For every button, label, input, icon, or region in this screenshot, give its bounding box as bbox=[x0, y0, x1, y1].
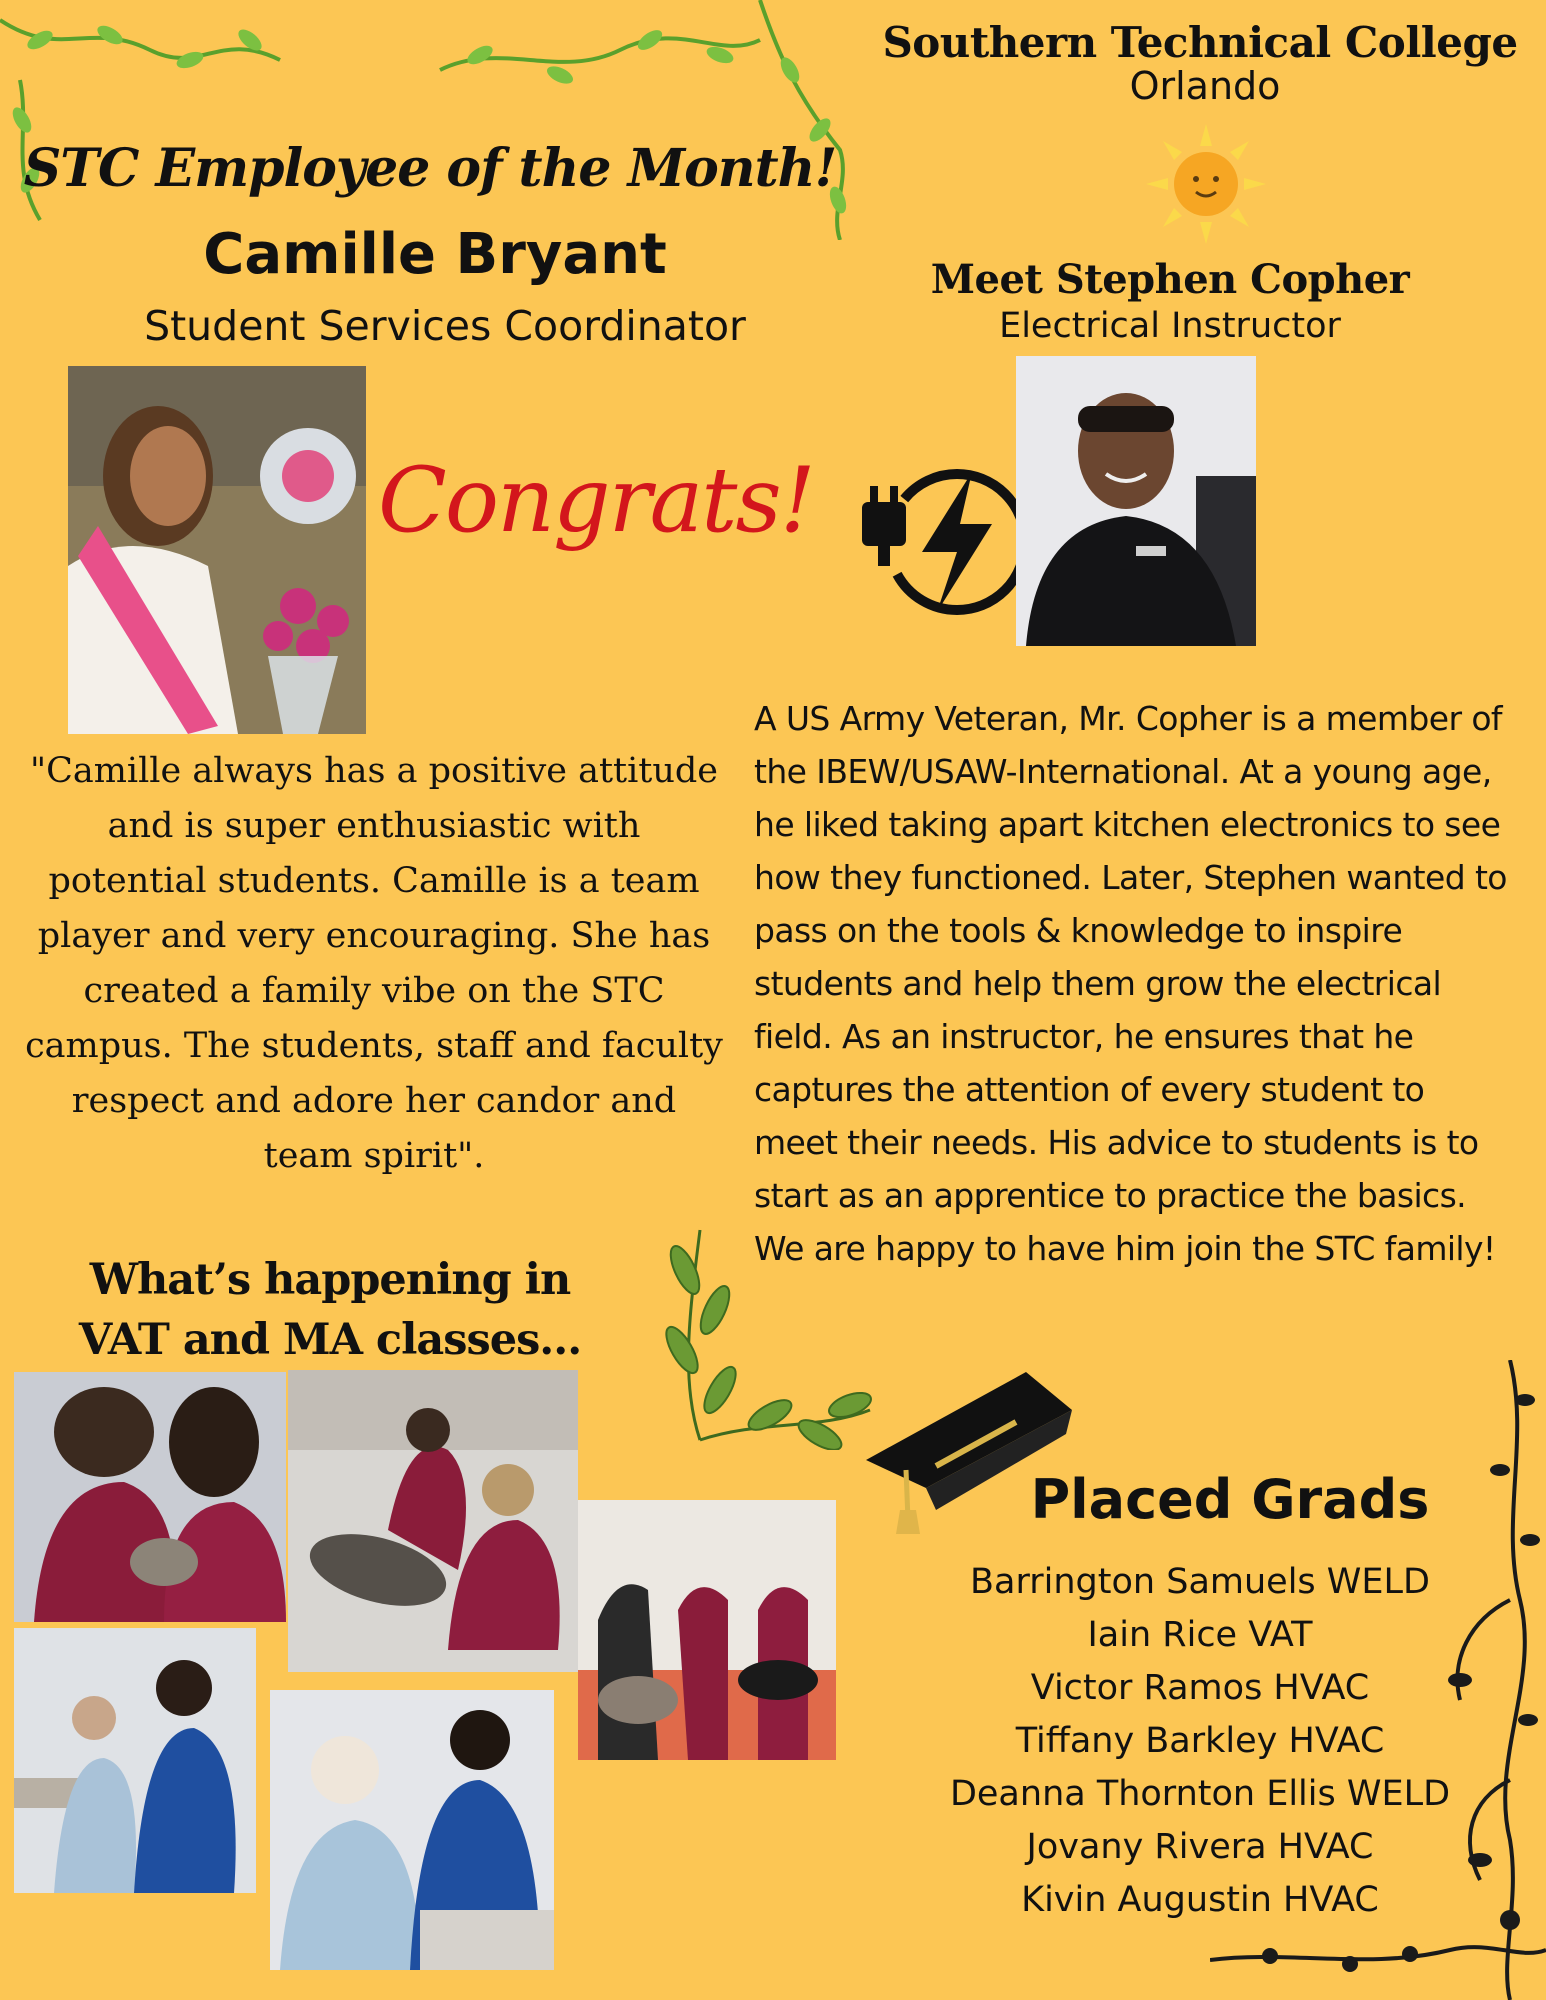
class-photo-injection bbox=[270, 1690, 554, 1970]
vine-icon bbox=[0, 0, 860, 240]
plug-bolt-icon bbox=[862, 452, 1032, 622]
happening-title-line2: VAT and MA classes... bbox=[78, 1315, 582, 1365]
placed-grads-title: Placed Grads bbox=[1030, 1468, 1430, 1531]
grad-name: Barrington Samuels WELD bbox=[970, 1562, 1430, 1602]
meet-role: Electrical Instructor bbox=[999, 306, 1341, 346]
stephen-photo bbox=[1016, 356, 1256, 646]
class-photo-dog-floor bbox=[288, 1370, 578, 1672]
grad-name: Jovany Rivera HVAC bbox=[1026, 1827, 1374, 1867]
meet-heading: Meet Stephen Copher bbox=[930, 256, 1410, 303]
sun-icon bbox=[1146, 124, 1266, 244]
copher-bio: A US Army Veteran, Mr. Copher is a member of the IBEW/USAW-International. At a young age, he liked taking apart kitchen electronics to see how they functioned. Later, Stephen wanted to pass on the tools & knowledge to inspire students and help them grow the electrical field. As an instructor, he ensures that he captures the attention of every student to meet their needs. His advice to students is to start as an apprentice to practice the basics. We are happy to have him join the STC family! bbox=[754, 699, 1507, 1268]
happening-title-line1: What’s happening in bbox=[89, 1255, 571, 1305]
camille-quote: "Camille always has a positive attitude and is super enthusiastic with potential students. Camille is a team player and very encouraging. She has created a family vibe on the STC campus. The students, staff and faculty respect and adore her candor and team spirit". bbox=[25, 751, 723, 1176]
grad-name: Kivin Augustin HVAC bbox=[1021, 1880, 1379, 1920]
camille-photo bbox=[68, 366, 366, 734]
eom-title: STC Employee of the Month! bbox=[23, 138, 837, 199]
grad-name: Victor Ramos HVAC bbox=[1030, 1668, 1370, 1708]
class-photo-dogs-group bbox=[578, 1500, 836, 1760]
grad-name: Tiffany Barkley HVAC bbox=[1015, 1721, 1385, 1761]
floral-vine-icon bbox=[1210, 1360, 1546, 2000]
leaf-sprig-icon bbox=[640, 1210, 880, 1450]
happening-title bbox=[40, 1250, 620, 1370]
college-city: Orlando bbox=[1129, 64, 1281, 108]
class-photo-vet-exam bbox=[14, 1372, 286, 1622]
grad-name: Deanna Thornton Ellis WELD bbox=[949, 1774, 1451, 1814]
congrats-text: Congrats! bbox=[378, 448, 814, 553]
class-photo-ma-lab bbox=[14, 1628, 256, 1893]
grad-name: Iain Rice VAT bbox=[1087, 1615, 1313, 1655]
employee-name: Camille Bryant bbox=[203, 222, 667, 287]
employee-role: Student Services Coordinator bbox=[144, 302, 746, 350]
college-name: Southern Technical College bbox=[882, 18, 1518, 67]
